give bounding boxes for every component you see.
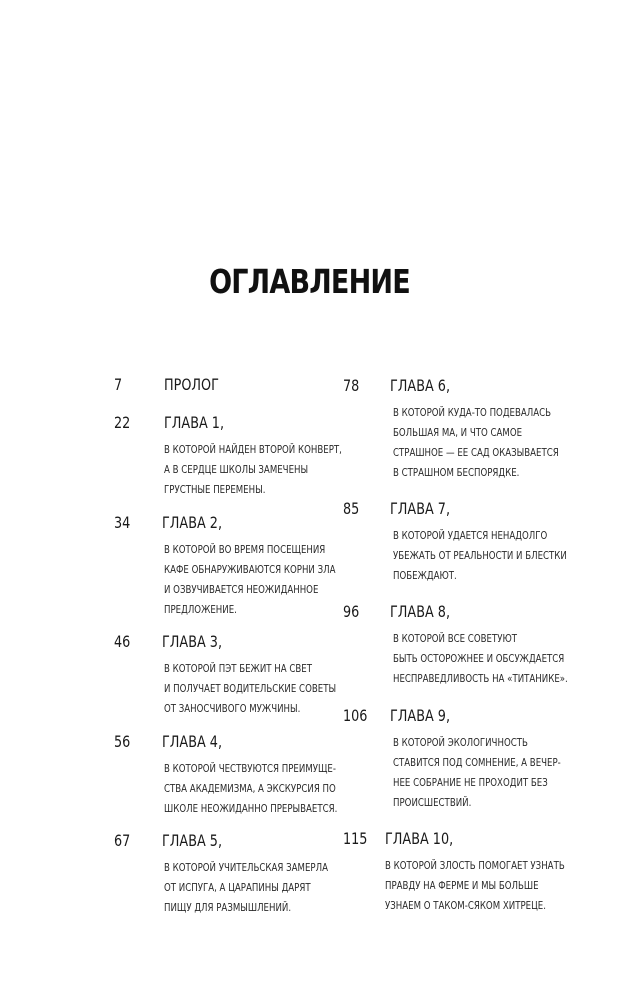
toc-entry-chapter-4 [114,732,344,822]
toc-entry-prologue [114,375,344,405]
toc-entry-chapter-7 [343,499,603,589]
toc-description: В КОТОРОЙ КУДА-ТО ПОДЕВАЛАСЬ БОЛЬШАЯ МА, И ЧТО САМОЕ СТРАШНОЕ — ЕЕ САД ОКАЗЫВАЕТСЯ В СТРАШНОМ БЕСПОРЯДКЕ. [393,407,559,479]
toc-entry-chapter-5 [114,831,344,921]
toc-page-number: 96 [343,602,360,621]
toc-page-number: 85 [343,499,360,518]
toc-page-number: 115 [343,829,368,848]
toc-entry-chapter-10 [343,829,603,919]
toc-description: В КОТОРОЙ ЗЛОСТЬ ПОМОГАЕТ УЗНАТЬ ПРАВДУ НА ФЕРМЕ И МЫ БОЛЬШЕ УЗНАЕМ О ТАКОМ-СЯКОМ ХИТРЕЦЕ. [385,860,565,912]
toc-heading: ГЛАВА 2, [162,513,223,532]
toc-page-number: 67 [114,831,131,850]
toc-page-number: 78 [343,376,360,395]
toc-page-number: 22 [114,413,131,432]
toc-page-number: 46 [114,632,131,651]
toc-heading: ПРОЛОГ [164,375,219,394]
toc-description: В КОТОРОЙ ВО ВРЕМЯ ПОСЕЩЕНИЯ КАФЕ ОБНАРУЖИВАЮТСЯ КОРНИ ЗЛА И ОЗВУЧИВАЕТСЯ НЕОЖИДАННОЕ ПРЕДЛОЖЕНИЕ. [164,544,336,616]
toc-entry-chapter-9 [343,706,603,816]
toc-heading: ГЛАВА 3, [162,632,223,651]
toc-entry-chapter-1 [114,413,344,503]
page-title: ОГЛАВЛЕНИЕ [209,262,410,301]
toc-entry-chapter-8 [343,602,603,692]
toc-entry-chapter-6 [343,376,603,486]
toc-entry-chapter-3 [114,632,344,722]
toc-description: В КОТОРОЙ ЧЕСТВУЮТСЯ ПРЕИМУЩЕ- СТВА АКАДЕМИЗМА, А ЭКСКУРСИЯ ПО ШКОЛЕ НЕОЖИДАННО ПРЕРЫВАЕТСЯ. [164,763,338,815]
toc-heading: ГЛАВА 10, [385,829,454,848]
toc-heading: ГЛАВА 6, [390,376,451,395]
toc-description: В КОТОРОЙ УДАЕТСЯ НЕНАДОЛГО УБЕЖАТЬ ОТ РЕАЛЬНОСТИ И БЛЕСТКИ ПОБЕЖДАЮТ. [393,530,567,582]
toc-heading: ГЛАВА 8, [390,602,451,621]
toc-page-number: 56 [114,732,131,751]
toc-page-number: 34 [114,513,131,532]
toc-heading: ГЛАВА 4, [162,732,223,751]
toc-heading: ГЛАВА 7, [390,499,451,518]
toc-heading: ГЛАВА 1, [164,413,225,432]
toc-page-number: 7 [114,375,123,394]
toc-description: В КОТОРОЙ НАЙДЕН ВТОРОЙ КОНВЕРТ, А В СЕРДЦЕ ШКОЛЫ ЗАМЕЧЕНЫ ГРУСТНЫЕ ПЕРЕМЕНЫ. [164,444,342,496]
toc-description: В КОТОРОЙ ВСЕ СОВЕТУЮТ БЫТЬ ОСТОРОЖНЕЕ И ОБСУЖДАЕТСЯ НЕСПРАВЕДЛИВОСТЬ НА «ТИТАНИКЕ». [393,633,568,685]
toc-heading: ГЛАВА 9, [390,706,451,725]
toc-page-number: 106 [343,706,368,725]
toc-description: В КОТОРОЙ ПЭТ БЕЖИТ НА СВЕТ И ПОЛУЧАЕТ ВОДИТЕЛЬСКИЕ СОВЕТЫ ОТ ЗАНОСЧИВОГО МУЖЧИНЫ. [164,663,337,715]
toc-description: В КОТОРОЙ УЧИТЕЛЬСКАЯ ЗАМЕРЛА ОТ ИСПУГА, А ЦАРАПИНЫ ДАРЯТ ПИЩУ ДЛЯ РАЗМЫШЛЕНИЙ. [164,862,328,914]
toc-entry-chapter-2 [114,513,344,623]
toc-heading: ГЛАВА 5, [162,831,223,850]
toc-description: В КОТОРОЙ ЭКОЛОГИЧНОСТЬ СТАВИТСЯ ПОД СОМНЕНИЕ, А ВЕЧЕР- НЕЕ СОБРАНИЕ НЕ ПРОХОДИТ БЕЗ ПРОИСШЕСТВИЙ. [393,737,561,809]
